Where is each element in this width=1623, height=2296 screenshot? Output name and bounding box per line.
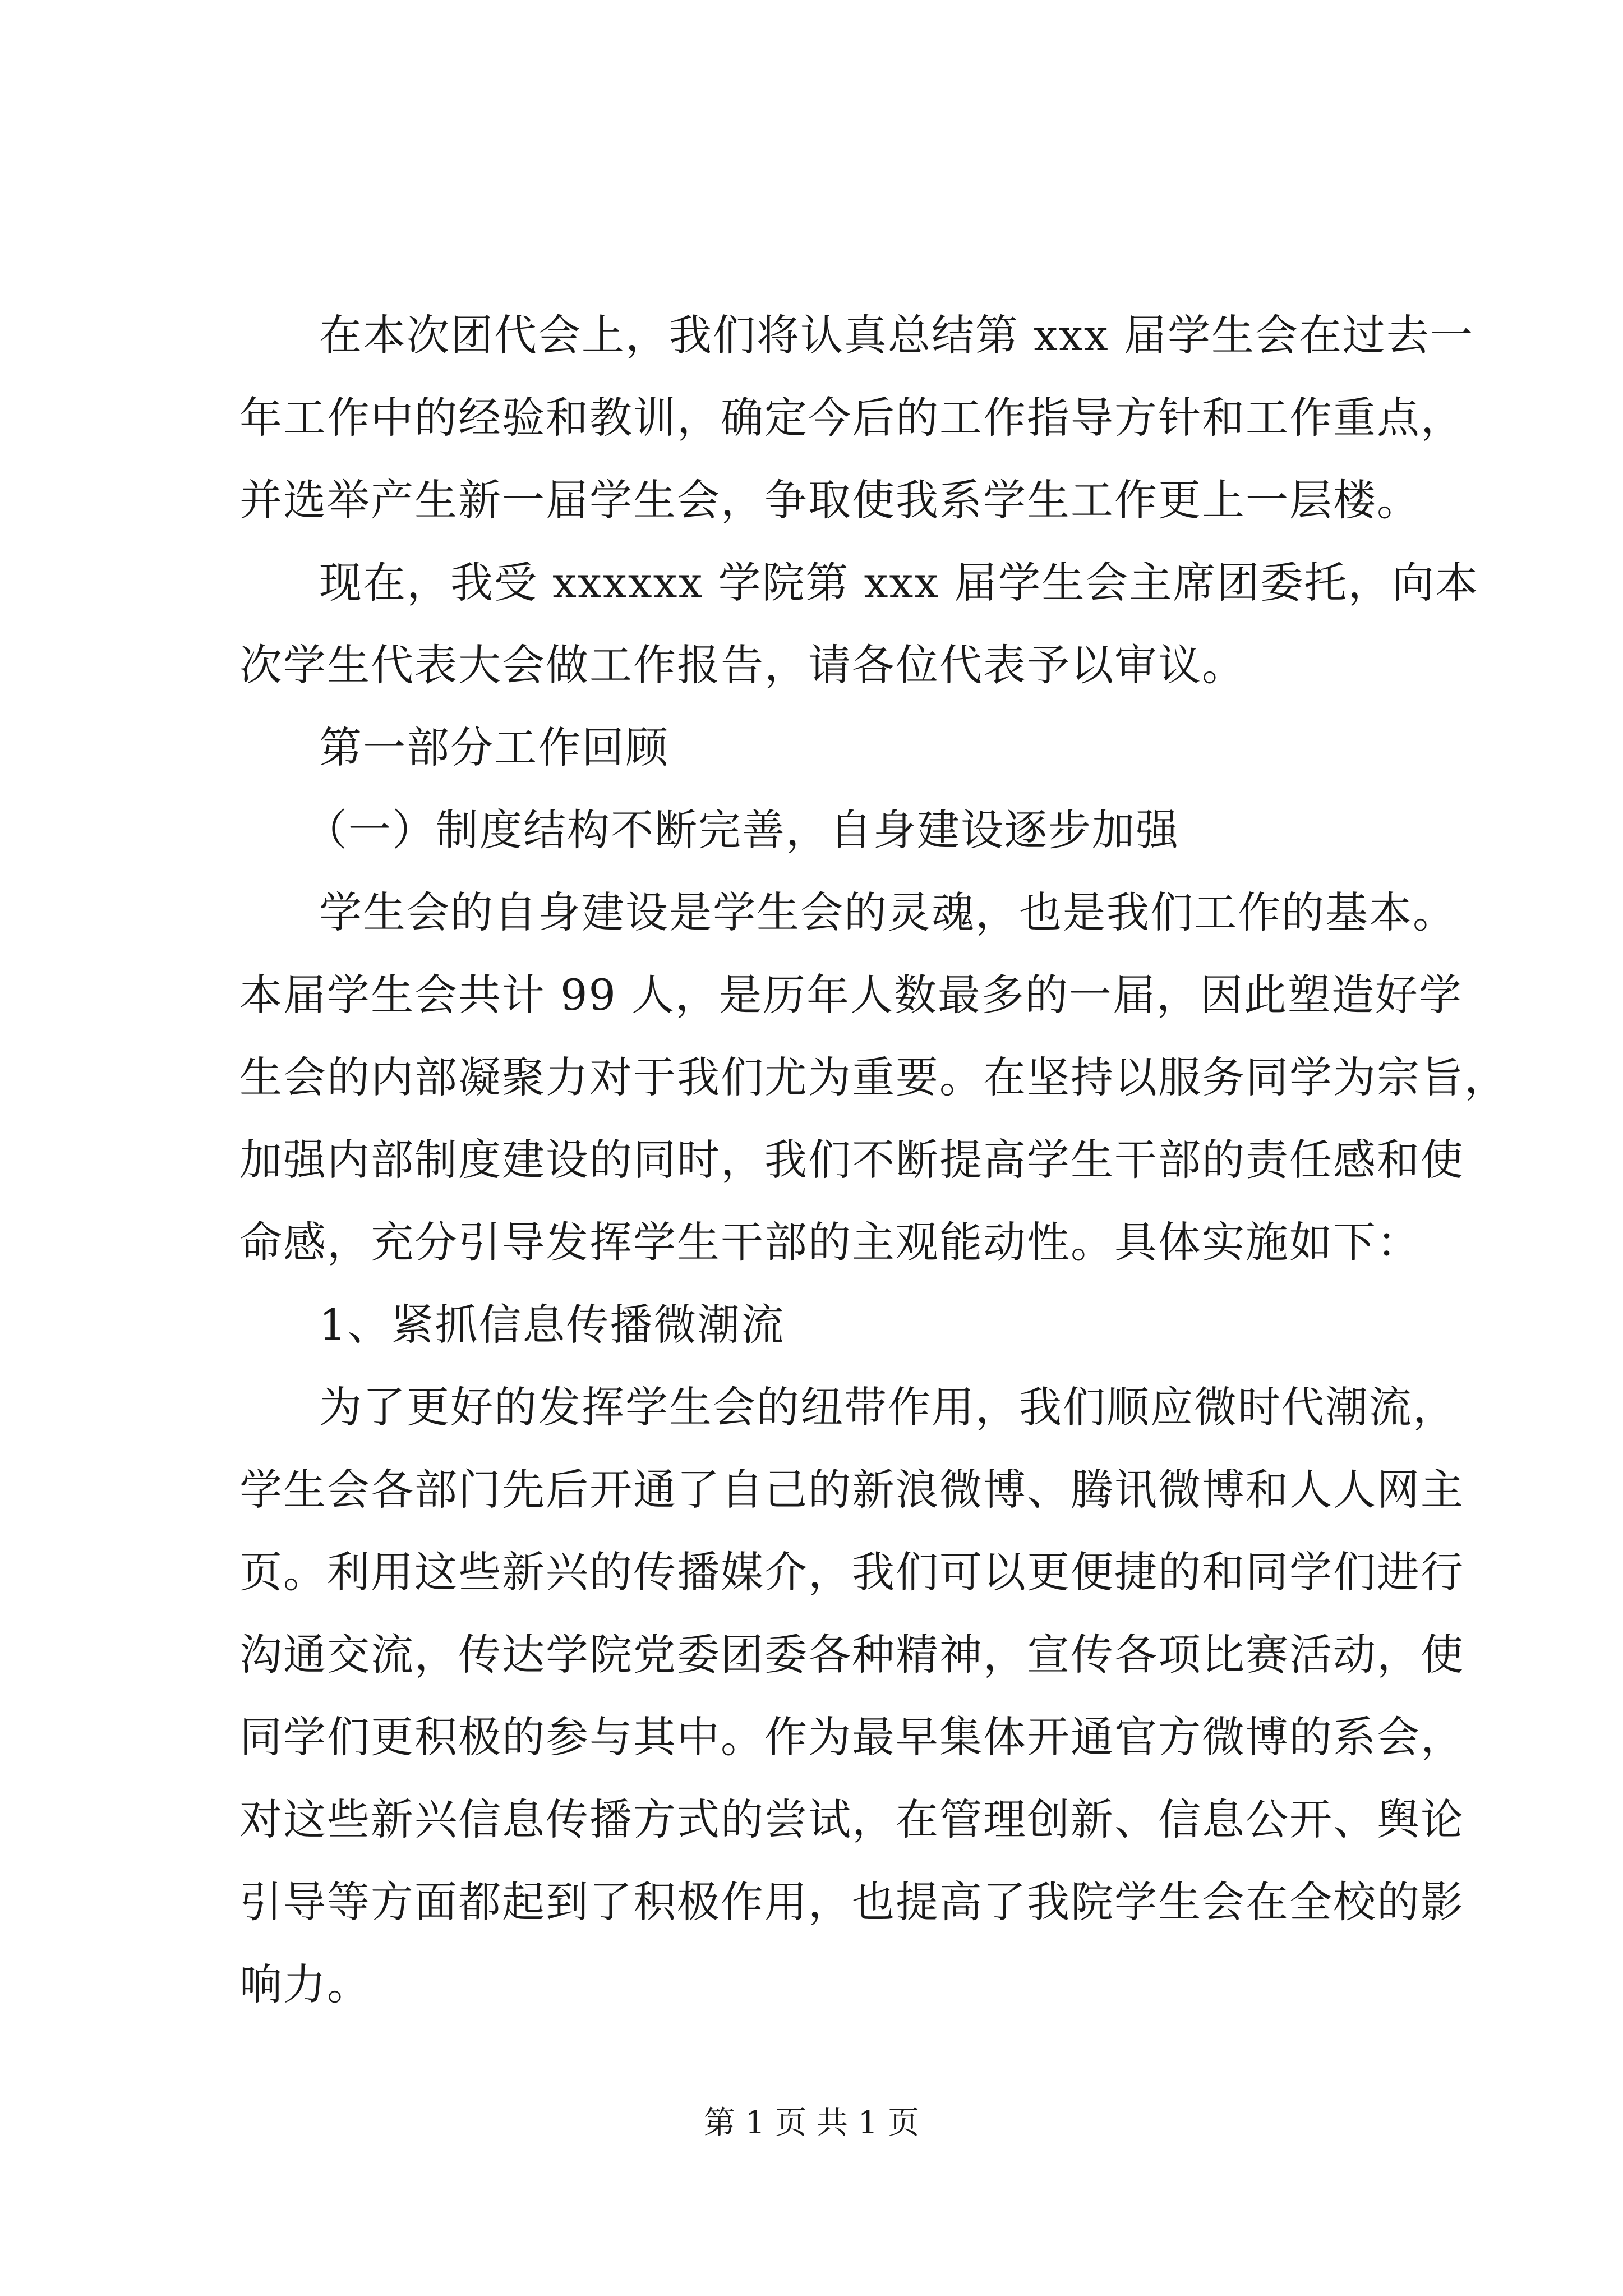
paragraph-line: 沟通交流，传达学院党委团委各种精神，宣传各项比赛活动，使 [239,1630,1464,1680]
page-number-label: 第 1 页 共 1 页 [703,2105,920,2141]
paragraph-line: 现在，我受 xxxxxx 学院第 xxx 届学生会主席团委托，向本 [319,558,1479,608]
paragraph-line: 本届学生会共计 99 人，是历年人数最多的一届，因此塑造好学 [239,970,1463,1020]
paragraph-line: 次学生代表大会做工作报告，请各位代表予以审议。 [239,640,1246,690]
paragraph-line: 响力。 [239,1959,371,2009]
paragraph-line: 页。利用这些新兴的传播媒介，我们可以更便捷的和同学们进行 [239,1547,1464,1597]
list-item-heading: 1、紧抓信息传播微潮流 [319,1300,785,1350]
paragraph-line: 学生会各部门先后开通了自己的新浪微博、腾讯微博和人人网主 [239,1465,1464,1515]
page-footer [0,2101,1623,2146]
paragraph-line: 同学们更积极的参与其中。作为最早集体开通官方微博的系会， [239,1712,1464,1762]
paragraph-line: 为了更好的发挥学生会的纽带作用，我们顺应微时代潮流， [319,1382,1456,1432]
paragraph-line: 并选举产生新一届学生会，争取使我系学生工作更上一层楼。 [239,475,1421,525]
paragraph-line: 命感，充分引导发挥学生干部的主观能动性。具体实施如下： [239,1217,1421,1267]
paragraph-line: 生会的内部凝聚力对于我们尤为重要。在坚持以服务同学为宗旨， [239,1052,1508,1102]
paragraph-line: 年工作中的经验和教训，确定今后的工作指导方针和工作重点， [239,393,1464,443]
section-heading: 第一部分工作回顾 [319,723,669,772]
paragraph-line: 引导等方面都起到了积极作用，也提高了我院学生会在全校的影 [239,1877,1464,1927]
paragraph-line: 在本次团代会上，我们将认真总结第 xxx 届学生会在过去一 [319,310,1474,360]
paragraph-line: 加强内部制度建设的同时，我们不断提高学生干部的责任感和使 [239,1135,1464,1185]
subsection-heading: （一）制度结构不断完善，自身建设逐步加强 [305,805,1179,855]
paragraph-line: 学生会的自身建设是学生会的灵魂，也是我们工作的基本。 [319,887,1456,937]
paragraph-line: 对这些新兴信息传播方式的尝试，在管理创新、信息公开、舆论 [239,1795,1464,1844]
